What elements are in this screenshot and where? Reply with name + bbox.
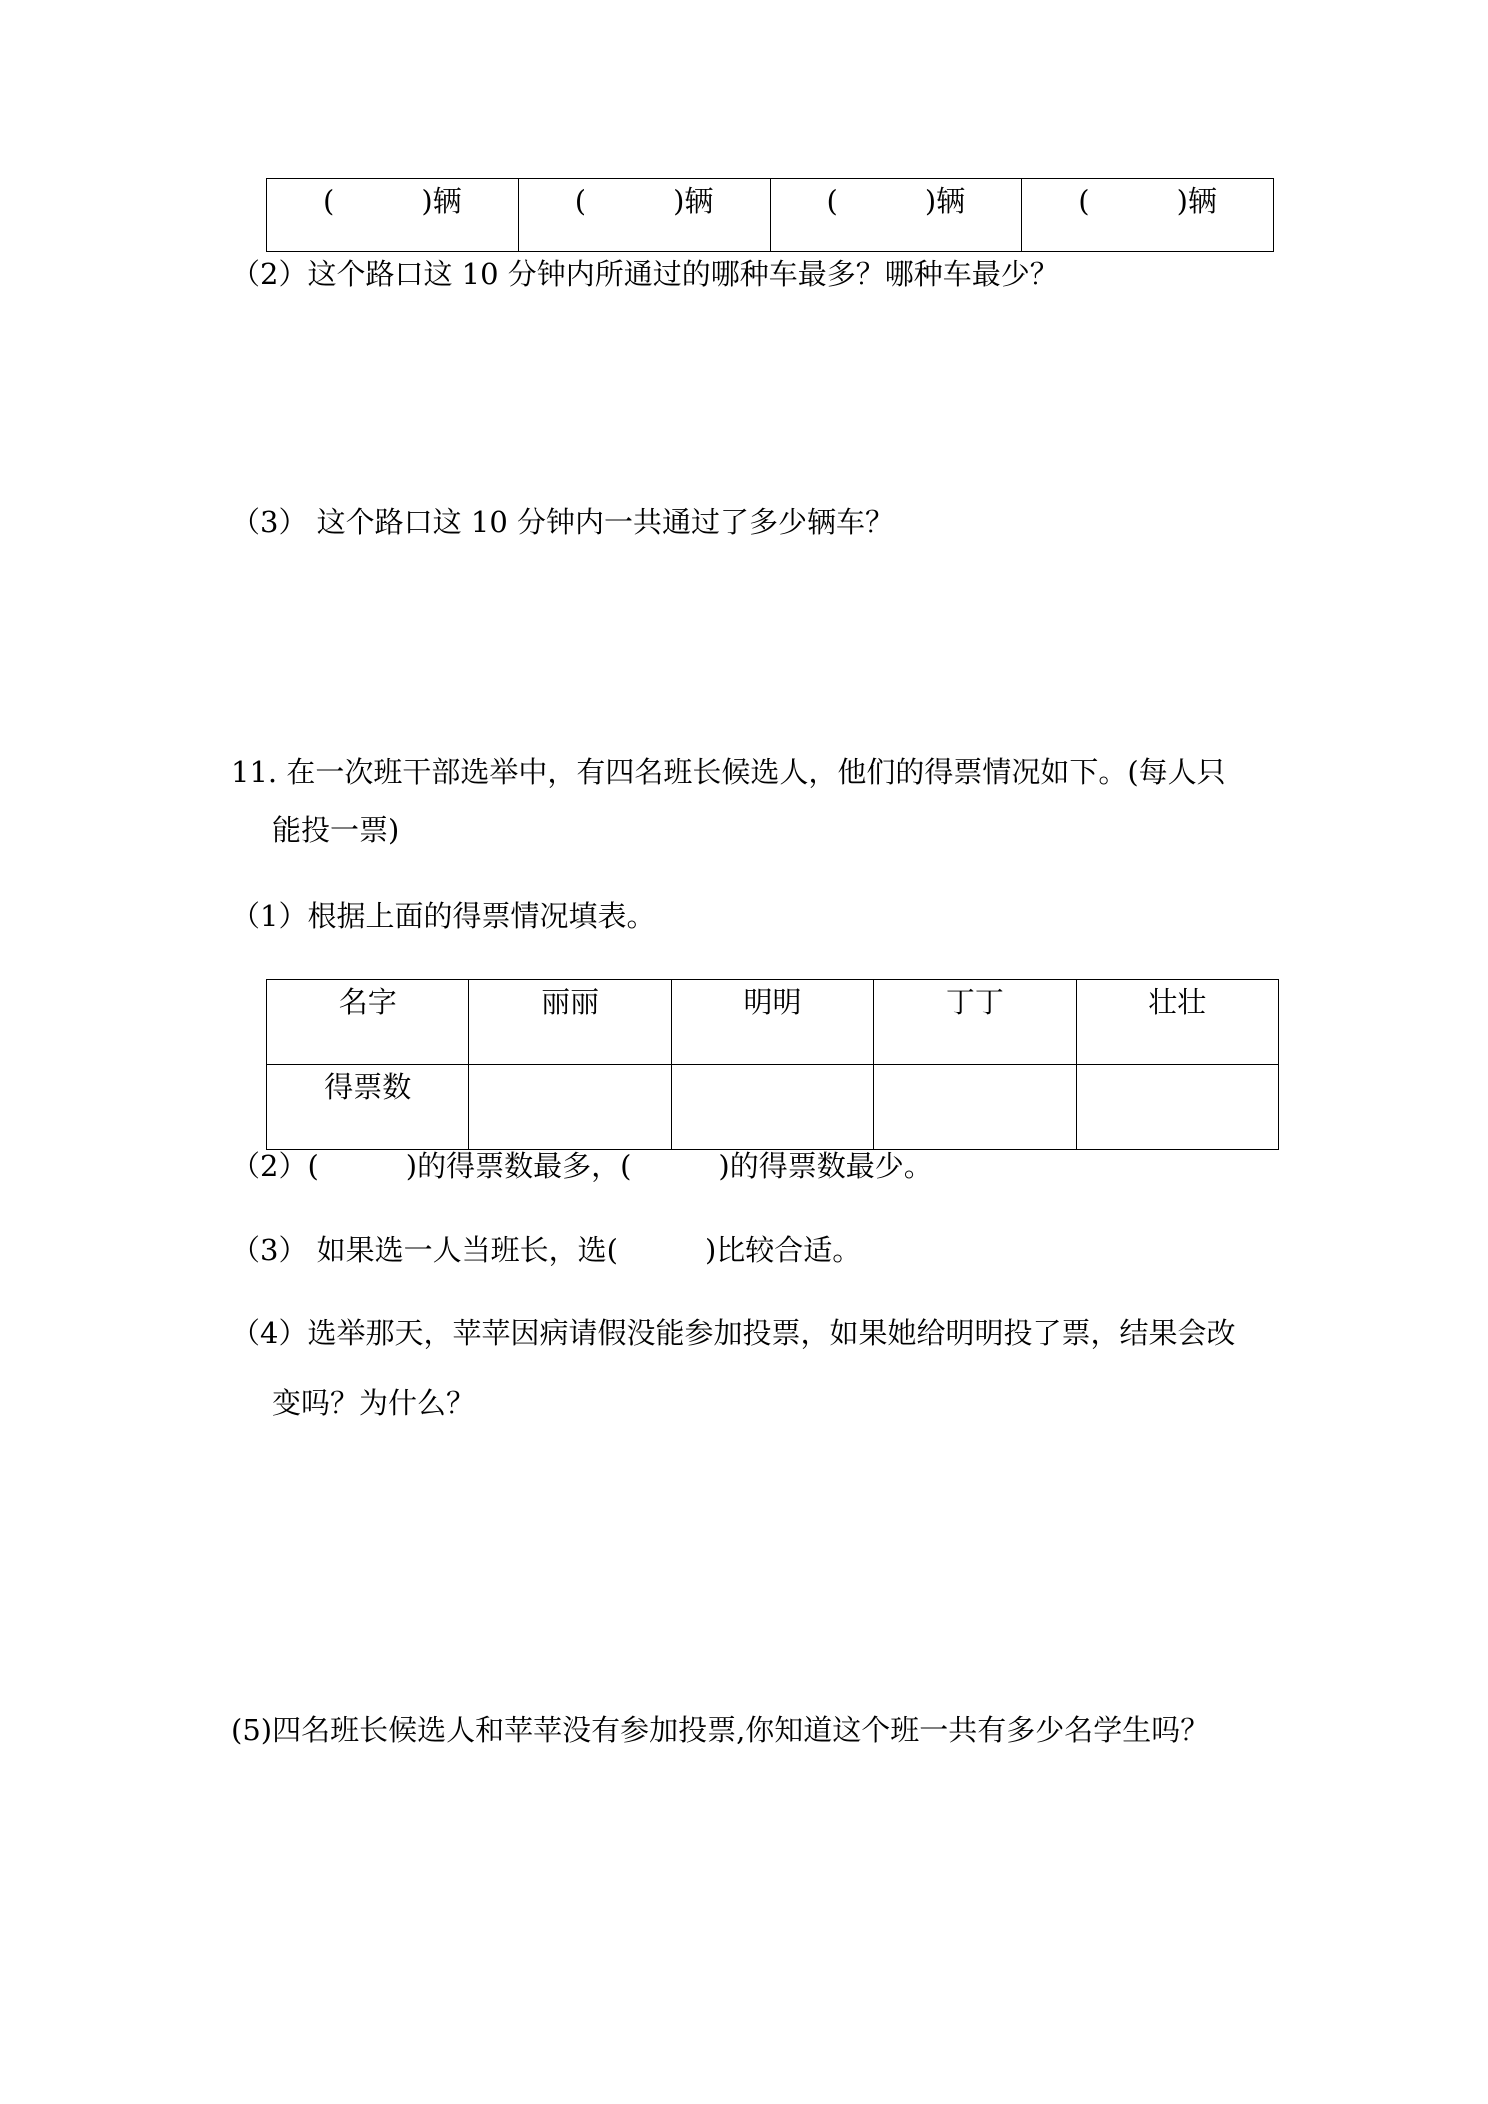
vote-count-cell[interactable] [671, 1065, 873, 1150]
candidate-name: 丽丽 [469, 980, 671, 1065]
vehicle-count-cell[interactable]: ( )辆 [770, 179, 1022, 252]
vote-count-cell[interactable] [1076, 1065, 1278, 1150]
question-10-part-3: （3） 这个路口这 10 分钟内一共通过了多少辆车？ [231, 505, 895, 539]
candidate-name: 丁丁 [874, 980, 1076, 1065]
candidate-name: 壮壮 [1076, 980, 1278, 1065]
question-11-stem-line-2: 能投一票) [272, 813, 400, 847]
vehicle-count-cell[interactable]: ( )辆 [1022, 179, 1274, 252]
vote-count-cell[interactable] [874, 1065, 1076, 1150]
candidate-name: 明明 [671, 980, 873, 1065]
vehicle-count-cell[interactable]: ( )辆 [267, 179, 519, 252]
vehicle-count-table [266, 178, 1274, 252]
table-header-name: 名字 [267, 980, 469, 1065]
question-11-part-4-line-2: 变吗？为什么？ [272, 1386, 476, 1420]
question-11-part-3: （3） 如果选一人当班长，选( )比较合适。 [231, 1233, 862, 1267]
vote-count-cell[interactable] [469, 1065, 671, 1150]
question-11-part-5: (5)四名班长候选人和苹苹没有参加投票,你知道这个班一共有多少名学生吗？ [231, 1713, 1210, 1747]
question-11-part-2: （2）( )的得票数最多，( )的得票数最少。 [231, 1149, 933, 1183]
vehicle-count-cell[interactable]: ( )辆 [518, 179, 770, 252]
question-11-part-4-line-1: （4）选举那天，苹苹因病请假没能参加投票，如果她给明明投了票，结果会改 [231, 1316, 1236, 1350]
question-11-stem-line-1: 11. 在一次班干部选举中，有四名班长候选人，他们的得票情况如下。(每人只 [231, 755, 1226, 789]
vote-count-table [266, 979, 1279, 1150]
question-11-part-1: （1）根据上面的得票情况填表。 [231, 899, 656, 933]
table-row-label-votes: 得票数 [267, 1065, 469, 1150]
question-10-part-2: （2）这个路口这 10 分钟内所通过的哪种车最多？哪种车最少？ [231, 257, 1059, 291]
